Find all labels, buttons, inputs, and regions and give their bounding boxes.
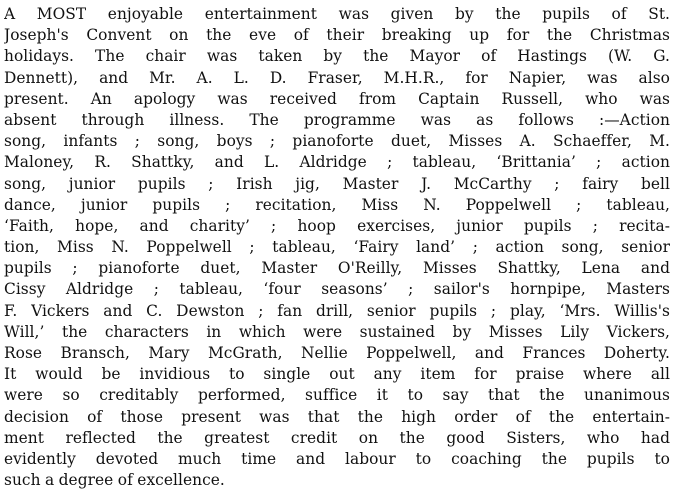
article-line-6: absent through illness. The programme was as follows :—Action — [4, 110, 670, 129]
article-line-13: pupils ; pianoforte duet, Master O'Reilly, Misses Shattky, Lena and — [4, 259, 670, 278]
article-line-21: ment reflected the greatest credit on the good Sisters, who had — [4, 428, 670, 447]
article-line-18: It would be invidious to single out any item for praise where all — [4, 365, 670, 384]
article-line-2: Joseph's Convent on the eve of their breaking up for the Christmas — [4, 26, 670, 45]
article-line-1 — [4, 4, 670, 25]
article-line-12: tion, Miss N. Poppelwell ; tableau, ‘Fairy land’ ; action song, senior — [4, 238, 670, 257]
article-line-19: were so creditably performed, suffice it to say that the unanimous — [4, 386, 670, 405]
article-line-14: Cissy Aldridge ; tableau, ‘four seasons’ ; sailor's hornpipe, Masters — [4, 280, 670, 299]
article-line-22: evidently devoted much time and labour to coaching the pupils to — [4, 449, 670, 468]
lead-letter: A — [4, 5, 16, 23]
article-line-20: decision of those present was that the high order of the entertain- — [4, 407, 670, 426]
article-line-3: holidays. The chair was taken by the Mayor of Hastings (W. G. — [4, 47, 670, 66]
article-line-4: Dennett), and Mr. A. L. D. Fraser, M.H.R., for Napier, was also — [4, 68, 670, 87]
article-line-9: song, junior pupils ; Irish jig, Master J. McCarthy ; fairy bell — [4, 174, 670, 193]
article-line-7: song, infants ; song, boys ; pianoforte duet, Misses A. Schaeffer, M. — [4, 132, 670, 151]
article-line-8: Maloney, R. Shattky, and L. Aldridge ; tableau, ‘Brittania’ ; action — [4, 153, 670, 172]
article-line-1-text: enjoyable entertainment was given by the pupils of St. — [86, 5, 670, 23]
article-body — [4, 4, 670, 491]
article-line-10: dance, junior pupils ; recitation, Miss N. Poppelwell ; tableau, — [4, 195, 670, 214]
article-line-16: Will,’ the characters in which were sustained by Misses Lily Vickers, — [4, 322, 670, 341]
article-line-11: ‘Faith, hope, and charity’ ; hoop exercises, junior pupils ; recita- — [4, 216, 670, 235]
article-line-15: F. Vickers and C. Dewston ; fan drill, senior pupils ; play, ‘Mrs. Willis's — [4, 301, 670, 320]
article-line-5: present. An apology was received from Captain Russell, who was — [4, 89, 670, 108]
article-line-23: such a degree of excellence. — [4, 471, 225, 490]
article-line-17: Rose Bransch, Mary McGrath, Nellie Poppelwell, and Frances Doherty. — [4, 344, 670, 362]
lead-word: MOST — [36, 5, 87, 23]
